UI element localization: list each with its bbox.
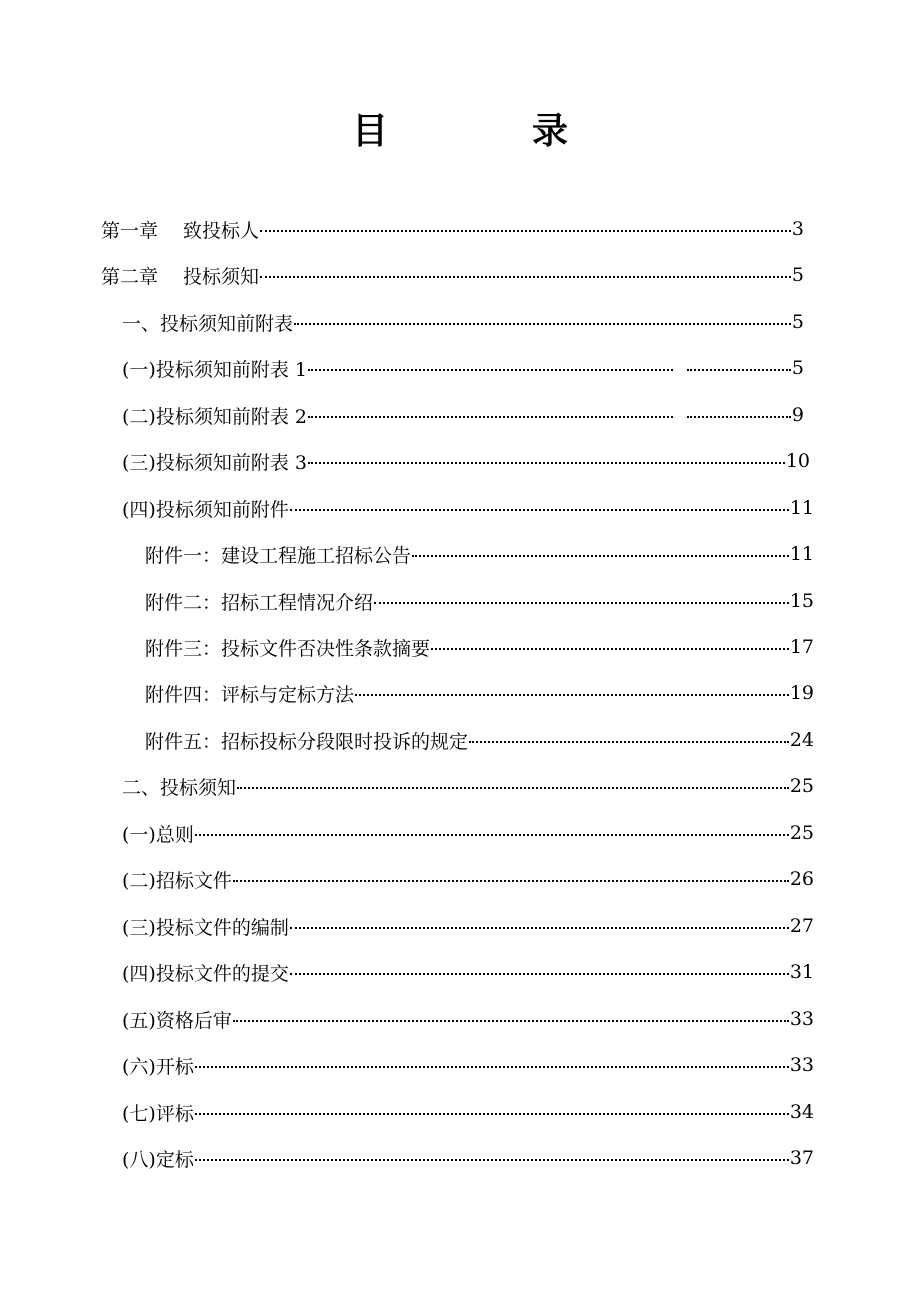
toc-page-number: 5 — [791, 264, 804, 286]
toc-entry-label: 附件一：建设工程施工招标公告 — [145, 544, 412, 567]
toc-dot-leader — [290, 903, 789, 949]
toc-entry-label: (五)资格后审 — [122, 1009, 232, 1032]
toc-entry[interactable] — [122, 485, 814, 531]
toc-page-number: 33 — [789, 1054, 814, 1076]
toc-dot-leader — [412, 531, 789, 577]
toc-entry[interactable] — [122, 1135, 814, 1181]
toc-dot-leader — [237, 763, 789, 809]
toc-entry[interactable] — [122, 1089, 814, 1135]
toc-dot-leader — [260, 252, 791, 298]
toc-entry-label: 附件五：招标投标分段限时投诉的规定 — [145, 730, 469, 753]
toc-entry-label: (六)开标 — [122, 1055, 194, 1078]
toc-entry-label: 二、投标须知 — [122, 776, 237, 799]
toc-entry-label: (一)投标须知前附表 1 — [122, 358, 307, 381]
toc-dot-leader — [195, 1089, 789, 1135]
toc-page-number: 11 — [789, 543, 814, 565]
toc-entry[interactable] — [122, 856, 814, 902]
toc-dot-leader — [308, 345, 791, 391]
toc-entry-label: 一、投标须知前附表 — [122, 312, 294, 335]
toc-dot-leader — [260, 206, 791, 252]
toc-entry[interactable] — [122, 392, 804, 438]
toc-dot-leader — [195, 810, 789, 856]
toc-page-number: 5 — [791, 357, 804, 379]
toc-entry[interactable] — [145, 531, 814, 577]
toc-dot-leader — [233, 856, 789, 902]
toc-entry[interactable] — [122, 996, 814, 1042]
toc-entry-label: (四)投标文件的提交 — [122, 962, 289, 985]
toc-entry-label: (一)总则 — [122, 823, 194, 846]
toc-dot-leader — [290, 949, 789, 995]
toc-entry[interactable] — [145, 717, 814, 763]
toc-entry-label: (二)投标须知前附表 2 — [122, 405, 307, 428]
toc-entry-label: (四)投标须知前附件 — [122, 498, 289, 521]
toc-entry[interactable] — [122, 763, 814, 809]
toc-page-number: 15 — [789, 590, 814, 612]
toc-entry-label: 附件二：招标工程情况介绍 — [145, 591, 374, 614]
toc-page-number: 34 — [789, 1101, 814, 1123]
toc-entry-label: (八)定标 — [122, 1148, 194, 1171]
toc-dot-leader — [195, 1042, 789, 1088]
toc-page-number: 11 — [789, 497, 814, 519]
toc-entry[interactable] — [145, 624, 814, 670]
toc-dot-leader — [431, 624, 789, 670]
toc-page-number: 33 — [789, 1008, 814, 1030]
toc-dot-leader — [195, 1135, 789, 1181]
toc-title: 目 录 — [351, 111, 622, 152]
toc-page-number: 3 — [791, 218, 804, 240]
toc-page-number: 31 — [789, 961, 814, 983]
toc-entry-label: (七)评标 — [122, 1102, 194, 1125]
toc-entry[interactable] — [145, 578, 814, 624]
toc-page-number: 5 — [791, 311, 804, 333]
toc-dot-leader — [290, 485, 789, 531]
toc-entry[interactable] — [122, 345, 804, 391]
toc-page-number: 9 — [791, 404, 804, 426]
toc-dot-leader — [308, 392, 791, 438]
toc-page-number: 25 — [789, 822, 814, 844]
toc-entry-label: (三)投标须知前附表 3 — [122, 451, 307, 474]
toc-page-number: 24 — [789, 729, 814, 751]
toc-page-number: 26 — [789, 868, 814, 890]
toc-dot-leader — [233, 996, 789, 1042]
toc-entry-label: (三)投标文件的编制 — [122, 916, 289, 939]
toc-entry-label: 第一章 致投标人 — [101, 219, 260, 242]
toc-entry-label: (二)招标文件 — [122, 869, 232, 892]
toc-entry[interactable] — [101, 206, 804, 252]
toc-page-number: 27 — [789, 915, 814, 937]
toc-entry-label: 附件四：评标与定标方法 — [145, 683, 355, 706]
toc-dot-leader — [294, 299, 791, 345]
toc-entry-label: 附件三：投标文件否决性条款摘要 — [145, 637, 431, 660]
toc-entry[interactable] — [122, 810, 814, 856]
toc-entry[interactable] — [145, 670, 814, 716]
toc-entry[interactable] — [122, 903, 814, 949]
toc-entry[interactable] — [101, 252, 804, 298]
toc-entry[interactable] — [122, 949, 814, 995]
toc-page-number: 10 — [785, 450, 810, 472]
toc-entry-label: 第二章 投标须知 — [101, 265, 260, 288]
toc-page-number: 25 — [789, 775, 814, 797]
toc-page-number: 19 — [789, 682, 814, 704]
toc-dot-leader — [374, 578, 789, 624]
toc-entry[interactable] — [122, 299, 804, 345]
toc-entry[interactable] — [122, 438, 810, 484]
toc-dot-leader — [469, 717, 789, 763]
toc-page-number: 37 — [789, 1147, 814, 1169]
toc-dot-leader — [308, 438, 785, 484]
toc-dot-leader — [355, 670, 789, 716]
toc-entry[interactable] — [122, 1042, 814, 1088]
toc-page-number: 17 — [789, 636, 814, 658]
